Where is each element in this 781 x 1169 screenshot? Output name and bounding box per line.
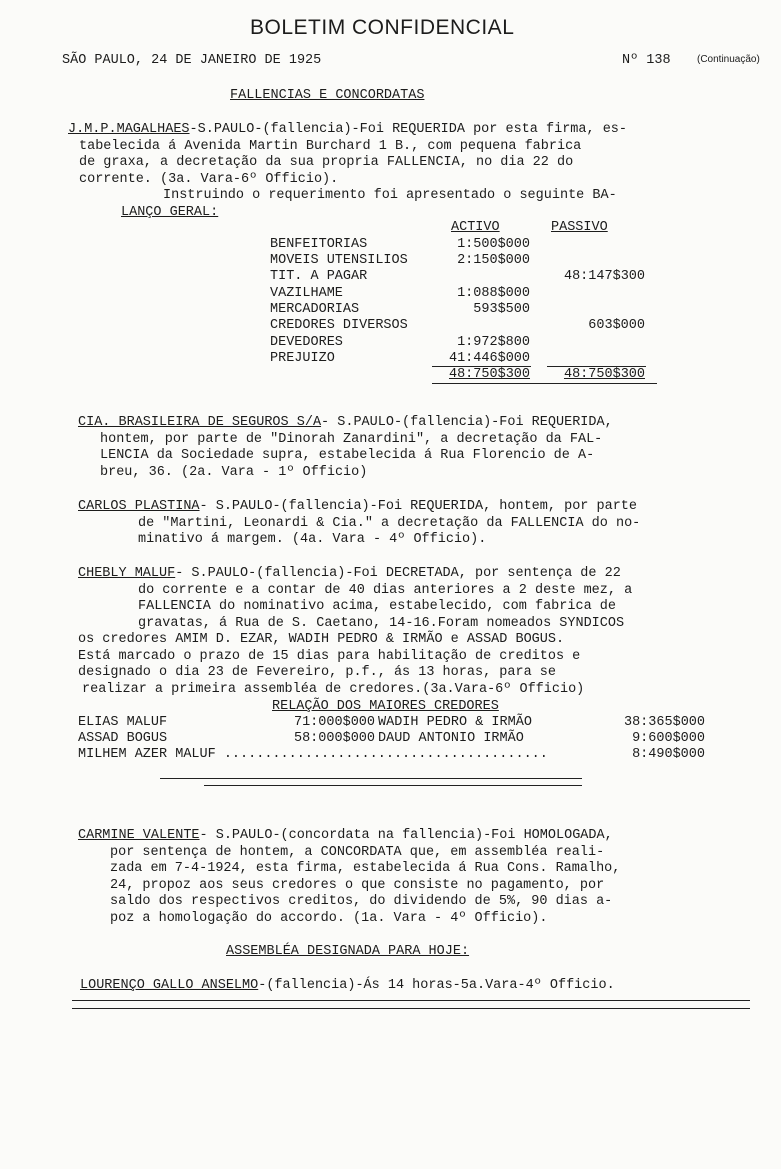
balance-activo: 1:500$000 [457, 237, 530, 252]
balance-passivo: 603$000 [588, 318, 645, 333]
bulletin-number: Nº 138 [622, 53, 671, 68]
section-title: FALLENCIAS E CONCORDATAS [230, 88, 425, 103]
balance-activo: 41:446$000 [448, 351, 530, 366]
balance-passivo: 48:147$300 [563, 269, 645, 284]
creditor-value: 71:000$000 [293, 715, 375, 730]
entry-cia-brasileira: CIA. BRASILEIRA DE SEGUROS S/A- S.PAULO-(fallencia)-Foi REQUERIDA, hontem, por parte de "Dinorah Zanardini", a decretação da FAL- LENCIA da Sociedade supra, estabelecida á Rua Florencio de A- breu, 36. (2a. Vara - 1º Officio) [78, 415, 613, 480]
creditor-name: MILHEM AZER MALUF ........................................ [78, 747, 548, 762]
col-passivo: PASSIVO [551, 220, 608, 235]
balance-label: DEVEDORES [270, 335, 343, 350]
balance-label: TIT. A PAGAR [270, 269, 368, 284]
entry-name: CARMINE VALENTE [78, 828, 200, 843]
total-activo: 48:750$300 [448, 367, 530, 382]
balance-activo: 1:088$000 [457, 286, 530, 301]
balance-activo: 1:972$800 [457, 335, 530, 350]
balance-label: MOVEIS UTENSILIOS [270, 253, 408, 268]
entry-name: CIA. BRASILEIRA DE SEGUROS S/A [78, 415, 322, 430]
balance-activo: 593$500 [473, 302, 530, 317]
creditor-value: 9:600$000 [632, 731, 705, 746]
balance-activo: 2:150$000 [457, 253, 530, 268]
creditor-value: 8:490$000 [632, 747, 705, 762]
entry-magalhaes: J.M.P.MAGALHAES-S.PAULO-(fallencia)-Foi REQUERIDA por esta firma, es- tabelecida á Avenida Martin Burchard 1 B., com pequena fabrica de graxa, a decretação da sua propria FALLENCIA, no dia 22 do corrente. (3a. Vara-6º Officio). Instruindo o requerimento foi apresentado o seguinte BA- LANÇO GERAL: [68, 122, 628, 220]
entry-name: CHEBLY MALUF [78, 566, 176, 581]
closing-rule [72, 1008, 750, 1009]
entry-chebly-maluf: CHEBLY MALUF- S.PAULO-(fallencia)-Foi DECRETADA, por sentença de 22 do corrente e a contar de 40 dias anteriores a 2 deste mez, a FALLENCIA do nominativo acima, estabelecido, com fabrica de gravatas, á Rua de S. Caetano, 14-16.Foram nomeados SYNDICOS os credores AMIM D. EZAR, WADIH PEDRO & IRMÃO e ASSAD BOGUS. Está marcado o prazo de 15 dias para habilitação de creditos e designado o dia 23 de Fevereiro, p.f., ás 13 horas, para se realizar a primeira assembléa de credores.(3a.Vara-6º Officio) [78, 566, 633, 697]
creditor-value: 38:365$000 [623, 715, 705, 730]
dateline: SÃO PAULO, 24 DE JANEIRO DE 1925 [62, 53, 322, 68]
entry-plastina: CARLOS PLASTINA- S.PAULO-(fallencia)-Foi REQUERIDA, hontem, por parte de "Martini, Leonardi & Cia." a decretação da FALLENCIA do no- minativo á margem. (4a. Vara - 4º Officio). [78, 499, 641, 547]
closing-rule [72, 1000, 750, 1001]
col-activo: ACTIVO [451, 220, 500, 235]
entry-name: J.M.P.MAGALHAES [68, 122, 190, 137]
balance-label: VAZILHAME [270, 286, 343, 301]
total-passivo: 48:750$300 [563, 367, 645, 382]
assembly-title: ASSEMBLÉA DESIGNADA PARA HOJE: [226, 944, 470, 959]
balance-label: PREJUIZO [270, 351, 335, 366]
divider [160, 778, 582, 779]
balance-label: MERCADORIAS [270, 302, 360, 317]
balance-label: CREDORES DIVERSOS [270, 318, 408, 333]
document-title: BOLETIM CONFIDENCIAL [250, 16, 515, 39]
creditor-name: WADIH PEDRO & IRMÃO [378, 715, 532, 730]
continuation-label: (Continuação) [697, 54, 760, 65]
creditor-name: DAUD ANTONIO IRMÃO [378, 731, 524, 746]
entry-name: CARLOS PLASTINA [78, 499, 200, 514]
creditor-name: ELIAS MALUF [78, 715, 168, 730]
creditors-title: RELAÇÃO DOS MAIORES CREDORES [272, 699, 499, 714]
creditor-name: ASSAD BOGUS [78, 731, 168, 746]
entry-name: LOURENÇO GALLO ANSELMO [80, 978, 259, 993]
divider [204, 785, 582, 786]
total-underline [432, 383, 657, 384]
creditor-value: 58:000$000 [293, 731, 375, 746]
balance-label: BENFEITORIAS [270, 237, 368, 252]
entry-lourenco-gallo: LOURENÇO GALLO ANSELMO-(fallencia)-Ás 14 horas-5a.Vara-4º Officio. [80, 978, 615, 993]
entry-carmine-valente: CARMINE VALENTE- S.PAULO-(concordata na fallencia)-Foi HOMOLOGADA, por sentença de hontem, a CONCORDATA que, em assembléa reali- zada em 7-4-1924, esta firma, estabelecida á Rua Cons. Ramalho, 24, propoz aos seus credores o que consiste no pagamento, por saldo dos respectivos creditos, do dividendo de 5%, 90 dias a- poz a homologação do accordo. (1a. Vara - 4º Officio). [78, 828, 621, 926]
